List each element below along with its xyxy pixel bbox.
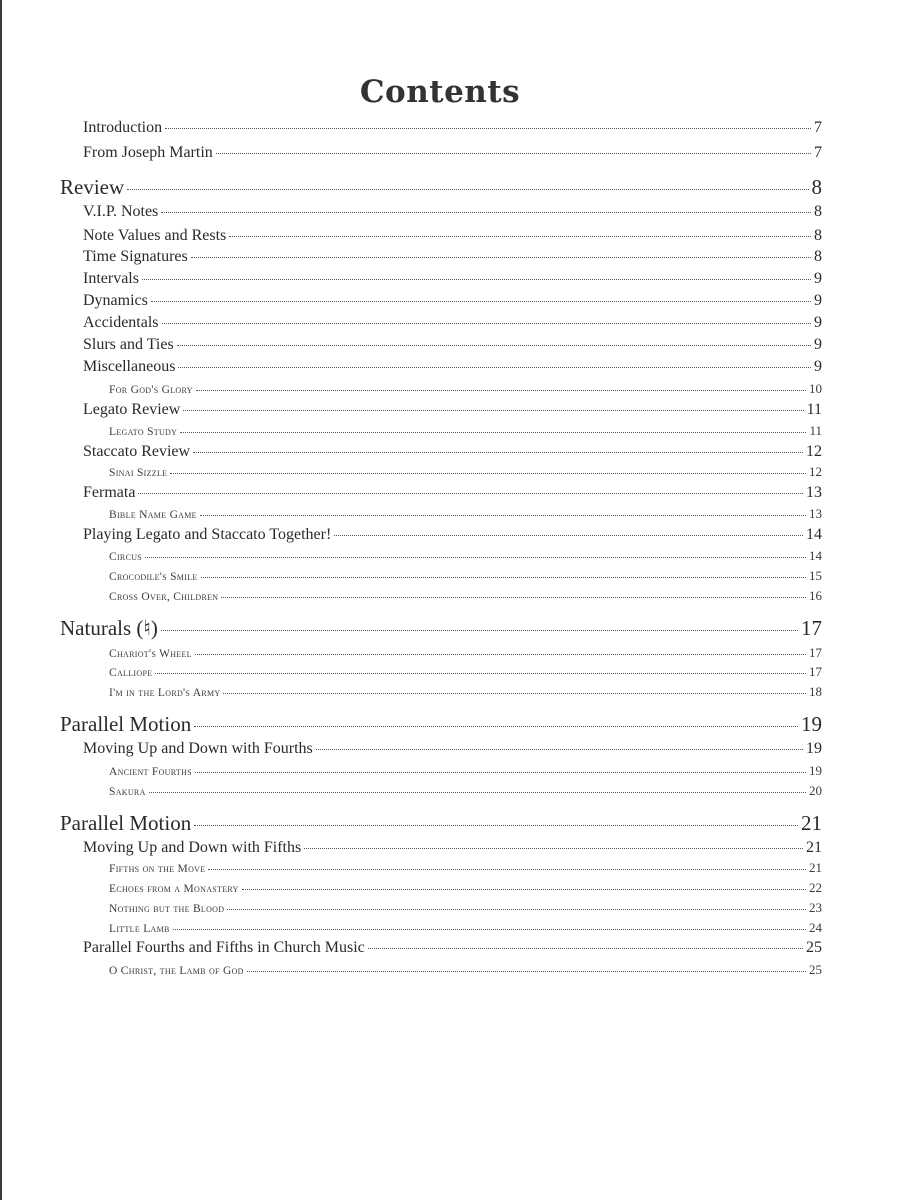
toc-page-number: 25: [809, 962, 822, 977]
toc-label: Circus: [109, 551, 143, 563]
toc-section: [60, 811, 822, 837]
dot-leader: [194, 726, 798, 727]
toc-page-number: 17: [809, 645, 822, 660]
toc-page-number: 7: [814, 119, 822, 136]
toc-page-number: 24: [809, 920, 822, 935]
toc-label: Parallel Motion: [60, 712, 192, 736]
toc-entry: [83, 248, 822, 268]
dot-leader: [200, 515, 806, 516]
toc-label: Legato Study: [109, 426, 178, 438]
toc-page-number: 17: [809, 664, 822, 679]
page-title: Contents: [359, 74, 521, 110]
toc-page-number: 13: [806, 484, 822, 501]
dot-leader: [201, 577, 806, 578]
toc-label: Parallel Motion: [60, 811, 192, 835]
toc-entry: [83, 227, 822, 247]
toc-page-number: 14: [806, 526, 822, 543]
toc-label: I'm in the Lord's Army: [109, 687, 221, 699]
dot-leader: [145, 557, 806, 558]
toc-page-number: 21: [801, 811, 822, 835]
toc-subentry: [109, 962, 822, 977]
toc-subentry: [109, 900, 822, 915]
toc-page-number: 8: [814, 203, 822, 220]
toc-subentry: [109, 381, 822, 396]
dot-leader: [196, 390, 806, 391]
toc-label: Slurs and Ties: [83, 336, 174, 353]
dot-leader: [193, 452, 803, 453]
toc-subentry: [109, 423, 822, 438]
toc-label: Moving Up and Down with Fifths: [83, 839, 302, 856]
toc-entry: [83, 119, 822, 139]
toc-subentry: [109, 548, 822, 563]
toc-label: For God's Glory: [109, 384, 193, 396]
dot-leader: [216, 153, 811, 154]
dot-leader: [195, 654, 806, 655]
toc-entry: [83, 401, 822, 421]
toc-label: Sakura: [109, 786, 146, 798]
toc-page-number: 11: [809, 423, 822, 438]
toc-label: Legato Review: [83, 401, 181, 418]
toc-label: Note Values and Rests: [83, 227, 227, 244]
toc-entry: [83, 740, 822, 760]
toc-page-number: 10: [809, 381, 822, 396]
toc-subentry: [109, 880, 822, 895]
toc-label: Staccato Review: [83, 443, 191, 460]
dot-leader: [227, 909, 806, 910]
toc-entry: [83, 336, 822, 356]
toc-subentry: [109, 783, 822, 798]
toc-subentry: [109, 684, 822, 699]
toc-entry: [83, 270, 822, 290]
toc-entry: [83, 839, 822, 859]
toc-entry: [83, 484, 822, 504]
dot-leader: [195, 772, 806, 773]
toc-label: Chariot's Wheel: [109, 648, 192, 660]
toc-entry: [83, 292, 822, 312]
toc-label: Nothing but the Blood: [109, 903, 225, 915]
toc-page-number: 18: [809, 684, 822, 699]
toc-label: Miscellaneous: [83, 358, 176, 375]
toc-label: Ancient Fourths: [109, 766, 192, 778]
toc-page-number: 12: [809, 464, 822, 479]
toc-subentry: [109, 588, 822, 603]
toc-label: Fifths on the Move: [109, 863, 206, 875]
dot-leader: [173, 929, 806, 930]
toc-page-number: 11: [806, 401, 822, 418]
toc-entry: [83, 443, 822, 463]
dot-leader: [138, 493, 803, 494]
toc-label: Playing Legato and Staccato Together!: [83, 526, 332, 543]
toc-subentry: [109, 568, 822, 583]
dot-leader: [162, 323, 811, 324]
toc-page-number: 15: [809, 568, 822, 583]
toc-page-number: 9: [814, 336, 822, 353]
toc-subentry: [109, 464, 822, 479]
toc-label: Sinai Sizzle: [109, 467, 168, 479]
toc-page-number: 19: [801, 712, 822, 736]
toc-subentry: [109, 506, 822, 521]
dot-leader: [229, 236, 811, 237]
toc-label: V.I.P. Notes: [83, 203, 159, 220]
toc-page-number: 14: [809, 548, 822, 563]
dot-leader: [304, 848, 803, 849]
toc-page-number: 8: [811, 175, 822, 199]
toc-entry: [83, 939, 822, 959]
dot-leader: [161, 630, 798, 631]
dot-leader: [142, 279, 811, 280]
toc-entry: [83, 358, 822, 378]
dot-leader: [183, 410, 803, 411]
dot-leader: [247, 971, 806, 972]
page-edge-rule: [0, 0, 2, 1200]
toc-label: Little Lamb: [109, 923, 170, 935]
toc-label: Dynamics: [83, 292, 148, 309]
toc-page-number: 9: [814, 314, 822, 331]
toc-page-number: 19: [809, 763, 822, 778]
toc-page-number: 20: [809, 783, 822, 798]
toc-label: Intervals: [83, 270, 139, 287]
dot-leader: [161, 212, 811, 213]
dot-leader: [178, 367, 811, 368]
toc-label: Fermata: [83, 484, 136, 501]
toc-label: Parallel Fourths and Fifths in Church Music: [83, 939, 365, 956]
dot-leader: [155, 673, 806, 674]
toc-label: Calliope: [109, 667, 153, 679]
toc-label: From Joseph Martin: [83, 144, 213, 161]
dot-leader: [316, 749, 803, 750]
toc-page-number: 8: [814, 227, 822, 244]
toc-page-number: 21: [809, 860, 822, 875]
toc-page-number: 12: [806, 443, 822, 460]
toc-page-number: 25: [806, 939, 822, 956]
toc-entry: [83, 526, 822, 546]
dot-leader: [165, 128, 811, 129]
toc-page-number: 21: [806, 839, 822, 856]
toc-subentry: [109, 645, 822, 660]
dot-leader: [127, 189, 808, 190]
dot-leader: [177, 345, 811, 346]
dot-leader: [223, 693, 806, 694]
toc-entry: [83, 314, 822, 334]
toc-page-number: 8: [814, 248, 822, 265]
toc-page-number: 7: [814, 144, 822, 161]
dot-leader: [334, 535, 803, 536]
toc-page-number: 22: [809, 880, 822, 895]
toc-page-number: 17: [801, 616, 822, 640]
toc-label: O Christ, the Lamb of God: [109, 965, 244, 977]
toc-label: Naturals (♮): [60, 616, 158, 640]
dot-leader: [368, 948, 803, 949]
dot-leader: [180, 432, 806, 433]
toc-subentry: [109, 860, 822, 875]
toc-label: Introduction: [83, 119, 163, 136]
toc-subentry: [109, 763, 822, 778]
dot-leader: [170, 473, 806, 474]
dot-leader: [151, 301, 811, 302]
dot-leader: [191, 257, 811, 258]
toc-label: Time Signatures: [83, 248, 188, 265]
toc-label: Echoes from a Monastery: [109, 883, 239, 895]
toc-entry: [83, 203, 822, 223]
toc-page-number: 19: [806, 740, 822, 757]
toc-page-number: 13: [809, 506, 822, 521]
toc-section: [60, 712, 822, 738]
toc-section: [60, 616, 822, 642]
toc-label: Accidentals: [83, 314, 159, 331]
toc-subentry: [109, 920, 822, 935]
toc-label: Cross Over, Children: [109, 591, 219, 603]
dot-leader: [149, 792, 806, 793]
toc-page-number: 23: [809, 900, 822, 915]
toc-entry: [83, 144, 822, 164]
toc-label: Moving Up and Down with Fourths: [83, 740, 313, 757]
toc-label: Bible Name Game: [109, 509, 197, 521]
dot-leader: [242, 889, 806, 890]
toc-label: Crocodile's Smile: [109, 571, 198, 583]
toc-page-number: 16: [809, 588, 822, 603]
toc-label: Review: [60, 175, 125, 199]
toc-page-number: 9: [814, 270, 822, 287]
dot-leader: [221, 597, 806, 598]
toc-page-number: 9: [814, 358, 822, 375]
dot-leader: [208, 869, 806, 870]
dot-leader: [194, 825, 798, 826]
toc-subentry: [109, 664, 822, 679]
toc-section: [60, 175, 822, 201]
toc-page-number: 9: [814, 292, 822, 309]
